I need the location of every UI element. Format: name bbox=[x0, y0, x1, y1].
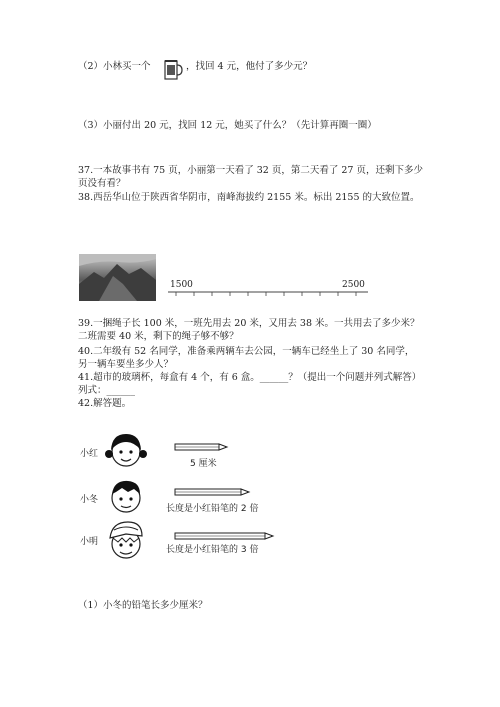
pencil-icon-2 bbox=[171, 486, 251, 498]
q3-text: （3）小丽付出 20 元，找回 12 元，她买了什么？（先计算再圈一圈） bbox=[78, 120, 377, 131]
boy-cap-face-icon bbox=[104, 516, 148, 564]
pencil-icon-1 bbox=[171, 441, 229, 453]
problem-39: 39.一捆绳子长 100 米，一班先用去 20 米，又用去 38 米。一共用去了多少米？二班需要 40 米，剩下的绳子够不够？ bbox=[78, 318, 420, 342]
kid-name-3: 小明 bbox=[80, 537, 99, 547]
problem-40: 40.二年级有 52 名同学，准备乘两辆车去公园，一辆车已经坐上了 30 名同学，另一辆车要坐多少人？ bbox=[78, 346, 415, 370]
number-line bbox=[168, 289, 368, 299]
problem-38: 38.西岳华山位于陕西省华阴市，南峰海拔约 2155 米。标出 2155 的大致位置。 bbox=[78, 192, 420, 203]
kid-name-1: 小红 bbox=[80, 449, 99, 459]
kid-name-2: 小冬 bbox=[80, 495, 99, 505]
pencil-label-3: 长度是小红铅笔的 3 倍 bbox=[166, 545, 259, 555]
question-last: （1）小冬的铅笔长多少厘米？ bbox=[78, 600, 208, 611]
pencil-label-1: 5 厘米 bbox=[190, 459, 217, 469]
scale-end-label: 2500 bbox=[342, 280, 365, 290]
pencil-icon-3 bbox=[171, 530, 275, 542]
problem-41: 41.超市的玻璃杯，每盒有 4 个，有 6 盒。______？（提出一个问题并列式解答）列式：______ bbox=[78, 372, 422, 396]
girl-face-icon bbox=[104, 428, 148, 472]
problem-37: 37.一本故事书有 75 页，小丽第一天看了 32 页，第二天看了 27 页，还剩下多少页没有看？ bbox=[78, 165, 423, 189]
pencil-label-2: 长度是小红铅笔的 2 倍 bbox=[166, 504, 259, 514]
boy-face-icon bbox=[104, 474, 148, 518]
scale-start-label: 1500 bbox=[170, 280, 193, 290]
q2-text-after: ，找回 4 元，他付了多少元？ bbox=[186, 61, 313, 72]
mountain-photo bbox=[79, 254, 156, 301]
q2-text-before: （2）小林买一个 bbox=[78, 61, 151, 72]
problem-42: 42.解答题。 bbox=[78, 398, 132, 409]
mug-icon bbox=[162, 58, 184, 82]
